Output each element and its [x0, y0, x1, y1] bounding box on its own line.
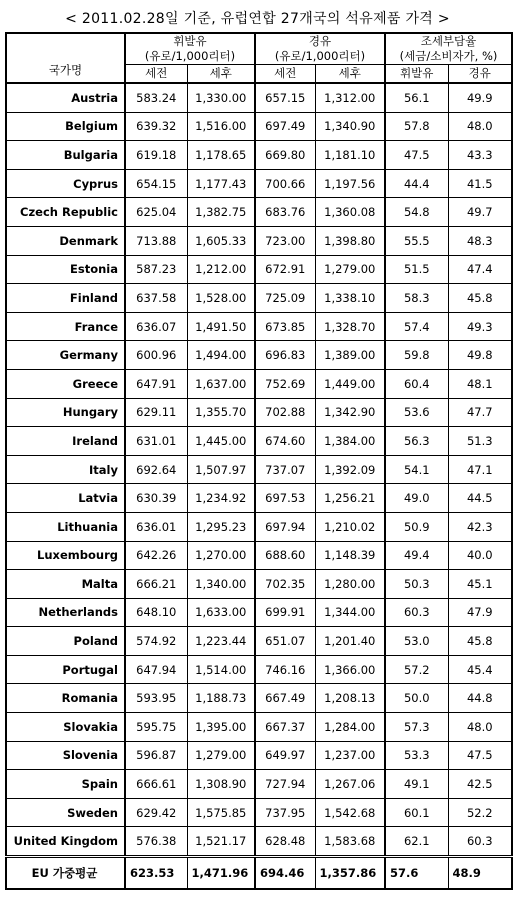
gasoline-pre-cell: 642.26	[125, 541, 187, 570]
gasoline-post-cell: 1,223.44	[187, 627, 255, 656]
diesel-pre-cell: 696.83	[255, 341, 315, 370]
table-row	[6, 83, 512, 112]
tax-diesel-cell: 47.1	[448, 455, 512, 484]
table-row	[6, 512, 512, 541]
table-row	[6, 226, 512, 255]
diesel-post-cell: 1,384.00	[315, 427, 385, 456]
diesel-pre-cell: 651.07	[255, 627, 315, 656]
gasoline-post-cell: 1,279.00	[187, 741, 255, 770]
gasoline-post-cell: 1,330.00	[187, 83, 255, 112]
tax-diesel-cell: 48.1	[448, 369, 512, 398]
country-cell: Estonia	[6, 255, 125, 284]
table-row	[6, 455, 512, 484]
gasoline-post-cell: 1,514.00	[187, 655, 255, 684]
country-cell: Poland	[6, 627, 125, 656]
table-row	[6, 284, 512, 313]
gasoline-pre-cell: 629.11	[125, 398, 187, 427]
table-row	[6, 713, 512, 742]
tax-diesel-cell: 44.8	[448, 684, 512, 713]
tax-gasoline-cell: 53.0	[385, 627, 448, 656]
diesel-post-cell: 1,542.68	[315, 798, 385, 827]
country-cell: Hungary	[6, 398, 125, 427]
country-header-label: 국가명	[48, 63, 83, 77]
gasoline-pre-cell: 596.87	[125, 741, 187, 770]
gasoline-post-cell: 1,270.00	[187, 541, 255, 570]
gasoline-post-cell: 1,605.33	[187, 226, 255, 255]
tax-gasoline-cell: 57.2	[385, 655, 448, 684]
tax-diesel-cell: 48.0	[448, 713, 512, 742]
tax-gasoline-cell: 57.4	[385, 312, 448, 341]
country-cell: Finland	[6, 284, 125, 313]
diesel-post-cell: 1,342.90	[315, 398, 385, 427]
gasoline-post-cell: 1,355.70	[187, 398, 255, 427]
gasoline-pre-cell: 583.24	[125, 83, 187, 112]
gasoline-pre-cell: 666.21	[125, 570, 187, 599]
tax-diesel-cell: 47.9	[448, 598, 512, 627]
diesel-post-cell: 1,197.56	[315, 169, 385, 198]
gasoline-pre-cell: 654.15	[125, 169, 187, 198]
diesel-pre-cell: 697.53	[255, 484, 315, 513]
diesel-post-cell: 1,338.10	[315, 284, 385, 313]
tax-diesel-cell: 45.4	[448, 655, 512, 684]
diesel-pre-cell: 702.35	[255, 570, 315, 599]
tax-diesel-cell: 47.5	[448, 741, 512, 770]
gasoline-pre-tax-header: 세전	[125, 65, 187, 84]
diesel-post-cell: 1,344.00	[315, 598, 385, 627]
average-gasoline-post-cell: 1,471.96	[187, 857, 255, 890]
diesel-post-cell: 1,312.00	[315, 83, 385, 112]
gasoline-pre-cell: 619.18	[125, 141, 187, 170]
diesel-post-cell: 1,392.09	[315, 455, 385, 484]
diesel-post-cell: 1,267.06	[315, 770, 385, 799]
tax-gasoline-cell: 56.3	[385, 427, 448, 456]
gasoline-header	[125, 33, 255, 65]
eu-average-row	[6, 857, 512, 890]
diesel-post-cell: 1,389.00	[315, 341, 385, 370]
gasoline-pre-cell: 648.10	[125, 598, 187, 627]
diesel-post-cell: 1,210.02	[315, 512, 385, 541]
table-row	[6, 169, 512, 198]
table-row	[6, 112, 512, 141]
country-cell: Czech Republic	[6, 198, 125, 227]
gasoline-pre-cell: 639.32	[125, 112, 187, 141]
diesel-post-cell: 1,360.08	[315, 198, 385, 227]
gasoline-post-cell: 1,494.00	[187, 341, 255, 370]
tax-diesel-cell: 51.3	[448, 427, 512, 456]
diesel-post-cell: 1,340.90	[315, 112, 385, 141]
tax-diesel-cell: 45.1	[448, 570, 512, 599]
gasoline-post-cell: 1,507.97	[187, 455, 255, 484]
tax-diesel-cell: 44.5	[448, 484, 512, 513]
gasoline-header-label: 휘발유	[173, 34, 207, 48]
tax-diesel-cell: 45.8	[448, 627, 512, 656]
tax-gasoline-cell: 58.3	[385, 284, 448, 313]
gasoline-pre-cell: 636.07	[125, 312, 187, 341]
tax-gasoline-cell: 53.3	[385, 741, 448, 770]
gasoline-pre-cell: 587.23	[125, 255, 187, 284]
table-row	[6, 827, 512, 857]
page-title: < 2011.02.28일 기준, 유럽연합 27개국의 석유제품 가격 >	[65, 11, 450, 27]
tax-diesel-cell: 49.8	[448, 341, 512, 370]
gasoline-post-cell: 1,234.92	[187, 484, 255, 513]
gasoline-pre-cell: 630.39	[125, 484, 187, 513]
country-header	[6, 33, 125, 83]
gasoline-post-cell: 1,575.85	[187, 798, 255, 827]
tax-gasoline-cell: 49.4	[385, 541, 448, 570]
gasoline-pre-cell: 593.95	[125, 684, 187, 713]
gasoline-post-cell: 1,295.23	[187, 512, 255, 541]
tax-gasoline-cell: 53.6	[385, 398, 448, 427]
tax-gasoline-cell: 57.3	[385, 713, 448, 742]
country-cell: Portugal	[6, 655, 125, 684]
diesel-post-cell: 1,201.40	[315, 627, 385, 656]
tax-gasoline-cell: 55.5	[385, 226, 448, 255]
diesel-pre-cell: 699.91	[255, 598, 315, 627]
tax-gasoline-cell: 44.4	[385, 169, 448, 198]
country-cell: France	[6, 312, 125, 341]
gasoline-pre-cell: 637.58	[125, 284, 187, 313]
gasoline-post-cell: 1,188.73	[187, 684, 255, 713]
country-cell: Malta	[6, 570, 125, 599]
diesel-unit-label: (유로/1,000리터)	[274, 49, 366, 63]
gasoline-post-cell: 1,212.00	[187, 255, 255, 284]
diesel-post-cell: 1,256.21	[315, 484, 385, 513]
average-tax-gasoline-cell: 57.6	[385, 857, 448, 890]
table-row	[6, 627, 512, 656]
gasoline-post-cell: 1,491.50	[187, 312, 255, 341]
diesel-post-cell: 1,366.00	[315, 655, 385, 684]
country-cell: Ireland	[6, 427, 125, 456]
gasoline-pre-cell: 713.88	[125, 226, 187, 255]
table-row	[6, 312, 512, 341]
diesel-pre-cell: 672.91	[255, 255, 315, 284]
gasoline-post-cell: 1,528.00	[187, 284, 255, 313]
gasoline-post-cell: 1,521.17	[187, 827, 255, 857]
diesel-pre-cell: 700.66	[255, 169, 315, 198]
country-cell: Denmark	[6, 226, 125, 255]
diesel-post-cell: 1,208.13	[315, 684, 385, 713]
table-row	[6, 398, 512, 427]
diesel-pre-cell: 669.80	[255, 141, 315, 170]
table-row	[6, 570, 512, 599]
tax-diesel-cell: 43.3	[448, 141, 512, 170]
tax-diesel-cell: 42.3	[448, 512, 512, 541]
gasoline-pre-cell: 600.96	[125, 341, 187, 370]
average-gasoline-pre-cell: 623.53	[125, 857, 187, 890]
diesel-pre-cell: 725.09	[255, 284, 315, 313]
diesel-post-cell: 1,181.10	[315, 141, 385, 170]
diesel-pre-cell: 667.37	[255, 713, 315, 742]
tax-unit-label: (세금/소비자가, %)	[399, 49, 498, 63]
gasoline-pre-cell: 595.75	[125, 713, 187, 742]
table-row	[6, 741, 512, 770]
diesel-post-cell: 1,583.68	[315, 827, 385, 857]
country-cell: Latvia	[6, 484, 125, 513]
diesel-post-tax-header: 세후	[315, 65, 385, 84]
gasoline-post-cell: 1,308.90	[187, 770, 255, 799]
tax-header-label: 조세부담율	[420, 34, 477, 48]
diesel-post-cell: 1,148.39	[315, 541, 385, 570]
diesel-post-cell: 1,328.70	[315, 312, 385, 341]
tax-header	[385, 33, 512, 65]
country-cell: Germany	[6, 341, 125, 370]
diesel-pre-cell: 673.85	[255, 312, 315, 341]
diesel-post-cell: 1,279.00	[315, 255, 385, 284]
tax-gasoline-cell: 49.1	[385, 770, 448, 799]
country-cell: Italy	[6, 455, 125, 484]
diesel-post-cell: 1,284.00	[315, 713, 385, 742]
tax-gasoline-cell: 50.0	[385, 684, 448, 713]
tax-diesel-cell: 48.3	[448, 226, 512, 255]
diesel-pre-cell: 628.48	[255, 827, 315, 857]
gasoline-post-cell: 1,177.43	[187, 169, 255, 198]
tax-gasoline-cell: 56.1	[385, 83, 448, 112]
gasoline-post-tax-header: 세후	[187, 65, 255, 84]
tax-diesel-cell: 60.3	[448, 827, 512, 857]
gasoline-post-cell: 1,445.00	[187, 427, 255, 456]
tax-gasoline-cell: 47.5	[385, 141, 448, 170]
tax-diesel-cell: 52.2	[448, 798, 512, 827]
tax-diesel-cell: 40.0	[448, 541, 512, 570]
diesel-pre-cell: 674.60	[255, 427, 315, 456]
table-row	[6, 341, 512, 370]
table-row	[6, 684, 512, 713]
table-row	[6, 798, 512, 827]
tax-diesel-cell: 47.4	[448, 255, 512, 284]
diesel-post-cell: 1,398.80	[315, 226, 385, 255]
tax-gasoline-cell: 59.8	[385, 341, 448, 370]
tax-gasoline-cell: 60.4	[385, 369, 448, 398]
country-cell: Spain	[6, 770, 125, 799]
country-cell: Slovenia	[6, 741, 125, 770]
diesel-pre-cell: 697.94	[255, 512, 315, 541]
diesel-pre-cell: 657.15	[255, 83, 315, 112]
gasoline-unit-label: (유로/1,000리터)	[144, 49, 236, 63]
diesel-pre-cell: 649.97	[255, 741, 315, 770]
table-row	[6, 141, 512, 170]
gasoline-pre-cell: 625.04	[125, 198, 187, 227]
country-cell: Greece	[6, 369, 125, 398]
diesel-pre-cell: 697.49	[255, 112, 315, 141]
diesel-pre-tax-header: 세전	[255, 65, 315, 84]
diesel-post-cell: 1,449.00	[315, 369, 385, 398]
diesel-pre-cell: 688.60	[255, 541, 315, 570]
gasoline-pre-cell: 631.01	[125, 427, 187, 456]
tax-gasoline-cell: 60.3	[385, 598, 448, 627]
tax-diesel-cell: 49.3	[448, 312, 512, 341]
average-tax-diesel-cell: 48.9	[448, 857, 512, 890]
diesel-pre-cell: 746.16	[255, 655, 315, 684]
gasoline-pre-cell: 636.01	[125, 512, 187, 541]
tax-diesel-cell: 45.8	[448, 284, 512, 313]
table-row	[6, 541, 512, 570]
tax-gasoline-cell: 50.9	[385, 512, 448, 541]
gasoline-post-cell: 1,637.00	[187, 369, 255, 398]
country-cell: Cyprus	[6, 169, 125, 198]
country-cell: Belgium	[6, 112, 125, 141]
diesel-post-cell: 1,237.00	[315, 741, 385, 770]
table-row	[6, 198, 512, 227]
table-row	[6, 655, 512, 684]
tax-gasoline-cell: 54.8	[385, 198, 448, 227]
tax-gasoline-cell: 57.8	[385, 112, 448, 141]
average-diesel-post-cell: 1,357.86	[315, 857, 385, 890]
gasoline-post-cell: 1,633.00	[187, 598, 255, 627]
diesel-pre-cell: 723.00	[255, 226, 315, 255]
tax-gasoline-cell: 62.1	[385, 827, 448, 857]
tax-gasoline-cell: 50.3	[385, 570, 448, 599]
country-cell: Bulgaria	[6, 141, 125, 170]
diesel-header-label: 경유	[308, 34, 332, 48]
tax-diesel-cell: 49.7	[448, 198, 512, 227]
diesel-post-cell: 1,280.00	[315, 570, 385, 599]
diesel-pre-cell: 737.95	[255, 798, 315, 827]
tax-diesel-cell: 42.5	[448, 770, 512, 799]
diesel-pre-cell: 752.69	[255, 369, 315, 398]
diesel-pre-cell: 727.94	[255, 770, 315, 799]
gasoline-post-cell: 1,516.00	[187, 112, 255, 141]
country-cell: Netherlands	[6, 598, 125, 627]
tax-diesel-cell: 49.9	[448, 83, 512, 112]
diesel-pre-cell: 667.49	[255, 684, 315, 713]
country-cell: Austria	[6, 83, 125, 112]
gasoline-post-cell: 1,395.00	[187, 713, 255, 742]
tax-gasoline-cell: 51.5	[385, 255, 448, 284]
table-row	[6, 255, 512, 284]
country-cell: Slovakia	[6, 713, 125, 742]
tax-gasoline-cell: 49.0	[385, 484, 448, 513]
country-cell: Sweden	[6, 798, 125, 827]
gasoline-pre-cell: 574.92	[125, 627, 187, 656]
table-row	[6, 598, 512, 627]
table-row	[6, 369, 512, 398]
table-row	[6, 770, 512, 799]
table-row	[6, 427, 512, 456]
gasoline-pre-cell: 647.91	[125, 369, 187, 398]
country-cell: Romania	[6, 684, 125, 713]
table-row	[6, 484, 512, 513]
gasoline-pre-cell: 629.42	[125, 798, 187, 827]
country-cell: United Kingdom	[6, 827, 125, 857]
tax-diesel-header: 경유	[448, 65, 512, 84]
gasoline-pre-cell: 692.64	[125, 455, 187, 484]
country-cell: Luxembourg	[6, 541, 125, 570]
gasoline-post-cell: 1,178.65	[187, 141, 255, 170]
average-country-cell: EU 가중평균	[6, 857, 125, 890]
fuel-price-table	[5, 32, 513, 890]
average-diesel-pre-cell: 694.46	[255, 857, 315, 890]
diesel-pre-cell: 702.88	[255, 398, 315, 427]
gasoline-pre-cell: 666.61	[125, 770, 187, 799]
tax-gasoline-cell: 54.1	[385, 455, 448, 484]
tax-gasoline-header: 휘발유	[385, 65, 448, 84]
tax-gasoline-cell: 60.1	[385, 798, 448, 827]
gasoline-pre-cell: 576.38	[125, 827, 187, 857]
tax-diesel-cell: 47.7	[448, 398, 512, 427]
diesel-pre-cell: 683.76	[255, 198, 315, 227]
country-cell: Lithuania	[6, 512, 125, 541]
gasoline-post-cell: 1,340.00	[187, 570, 255, 599]
diesel-header	[255, 33, 385, 65]
tax-diesel-cell: 41.5	[448, 169, 512, 198]
diesel-pre-cell: 737.07	[255, 455, 315, 484]
tax-diesel-cell: 48.0	[448, 112, 512, 141]
gasoline-pre-cell: 647.94	[125, 655, 187, 684]
gasoline-post-cell: 1,382.75	[187, 198, 255, 227]
